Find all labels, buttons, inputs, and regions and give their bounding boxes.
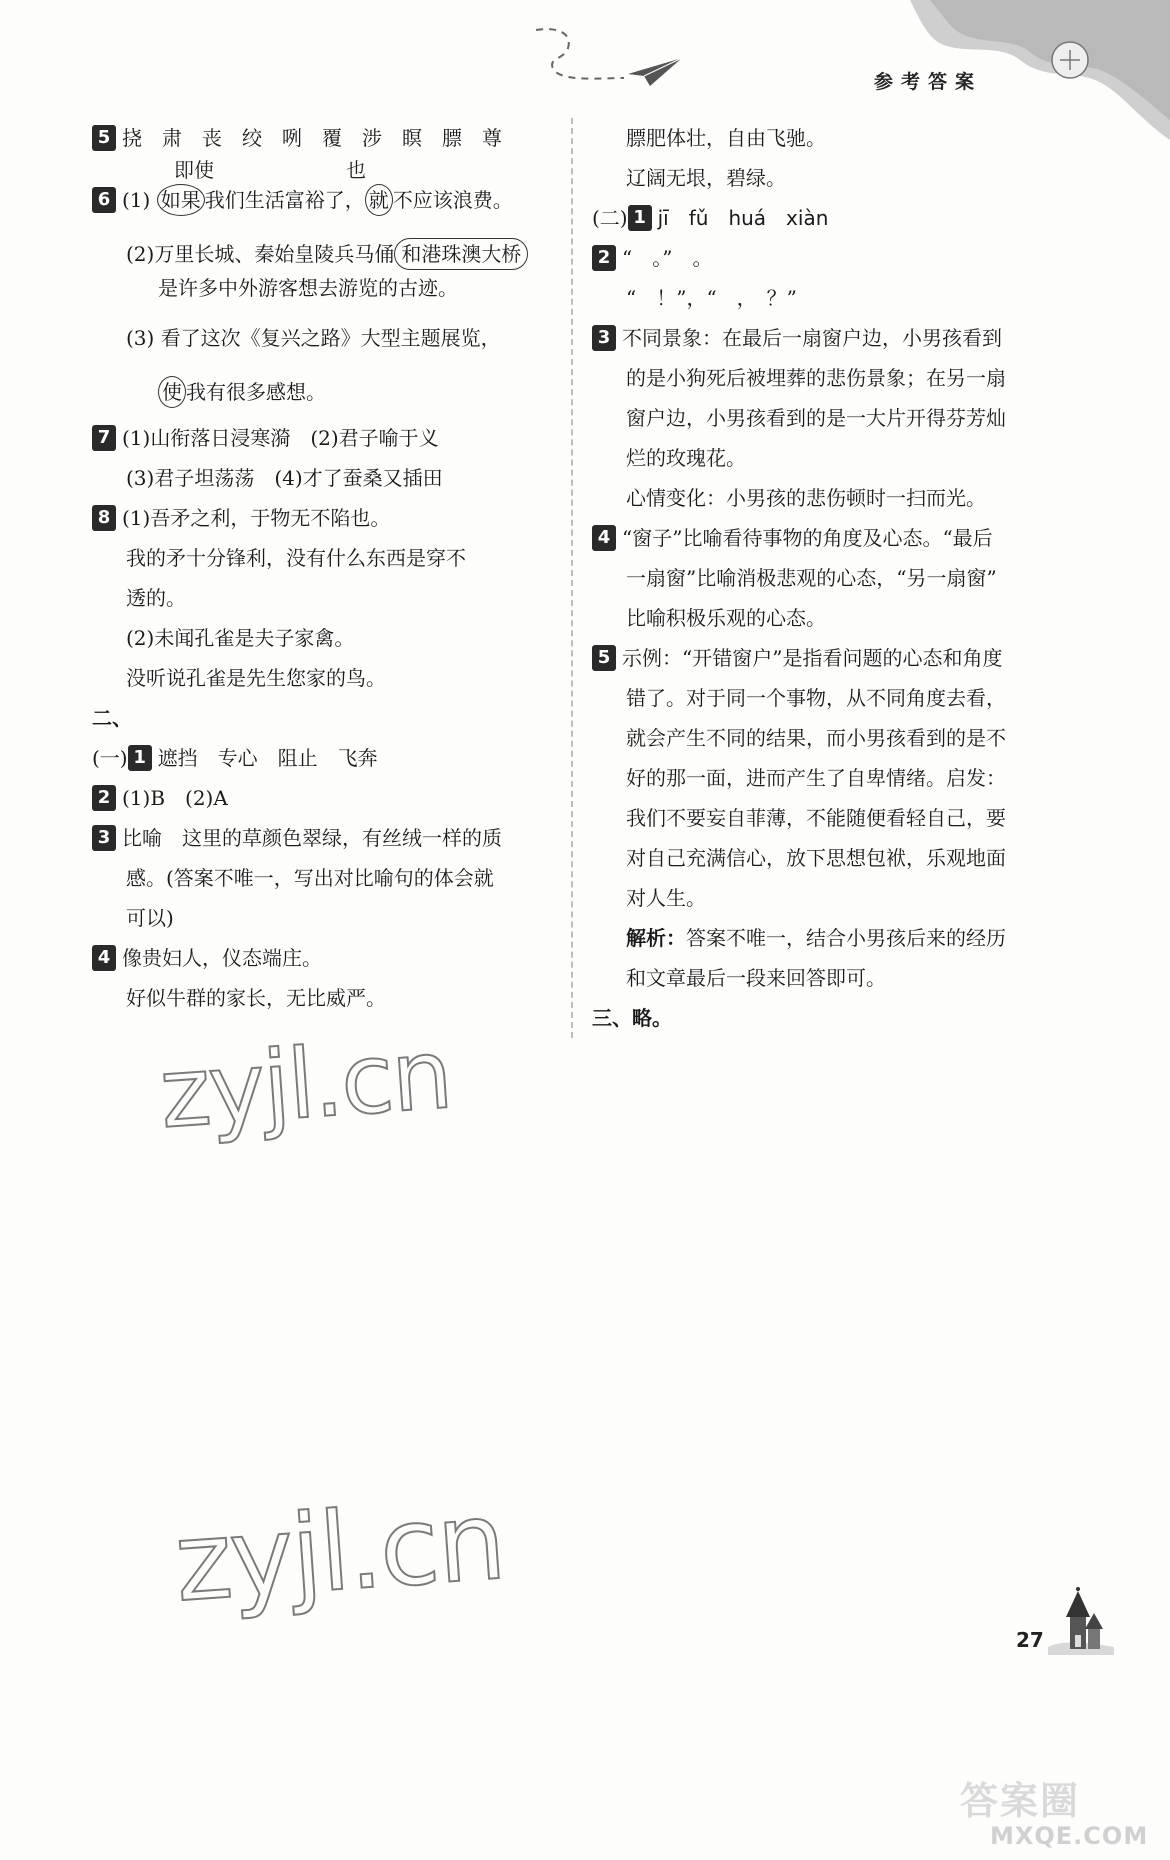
p2-3-row1	[592, 318, 1060, 358]
p2-3-row2: 的是小狗死后被埋葬的悲伤景象；在另一扇	[626, 366, 1006, 390]
r-c1: 膘肥体壮，自由飞驰。	[626, 126, 826, 150]
p2-2-number-badge: 2	[592, 245, 616, 271]
s3-row3: 可以)	[126, 906, 174, 930]
r-c2: 辽阔无垠，碧绿。	[626, 166, 786, 190]
s4-line1: 像贵妇人，仪态端庄。	[122, 946, 322, 970]
s3-number-badge: 3	[92, 825, 116, 851]
p2-2-row1	[592, 238, 1060, 278]
analysis-label: 解析：	[626, 926, 686, 950]
s1-number-badge: 1	[128, 745, 152, 771]
q6-number-badge: 6	[92, 187, 116, 213]
s3-line1: 比喻 这里的草颜色翠绿，有丝绒一样的质	[122, 826, 502, 850]
p2-5-row3: 就会产生不同的结果，而小男孩看到的是不	[626, 726, 1006, 750]
p2-5-line1: 示例：“开错窗户”是指看问题的心态和角度	[622, 646, 1003, 670]
q6-part1-mid: 我们生活富裕了，	[204, 188, 365, 212]
s4-row2: 好似牛群的家长，无比威严。	[126, 986, 386, 1010]
p2-4-row1	[592, 518, 1060, 558]
p2-4-line1: “窗子”比喻看待事物的角度及心态。“最后	[622, 526, 993, 550]
column-divider	[571, 118, 573, 1038]
p2-5-row5: 我们不要妄自菲薄，不能随便看轻自己，要	[626, 806, 1006, 830]
p2-3-row5: 心情变化：小男孩的悲伤顿时一扫而光。	[626, 486, 986, 510]
s4-number-badge: 4	[92, 945, 116, 971]
p2-5-row8	[592, 918, 1060, 958]
q8-row1	[92, 498, 554, 538]
p2-1-row	[592, 198, 1060, 238]
q7-line1: (1)山衔落日浸寒漪 (2)君子喻于义	[122, 426, 439, 450]
header-label: 参考答案	[874, 71, 983, 93]
q6-part2-text: (2)万里长城、秦始皇陵兵马俑	[126, 242, 395, 266]
watermark-2: zyjl.cn	[171, 1478, 508, 1627]
q5-row	[92, 118, 554, 158]
s1-text: 遮挡 专心 阻止 飞奔	[157, 746, 378, 770]
s1-row	[92, 738, 554, 778]
p2-3-line1: 不同景象：在最后一扇窗户边，小男孩看到	[622, 326, 1002, 350]
left-column	[92, 118, 554, 1018]
q6-row3: (3) 看了这次《复兴之路》大型主题展览，	[126, 326, 501, 350]
p2-1-prefix: (二)	[592, 206, 628, 230]
p2-4-row3: 比喻积极乐观的心态。	[626, 606, 826, 630]
p2-4-number-badge: 4	[592, 525, 616, 551]
p2-5-row2: 错了。对于同一个事物，从不同角度去看，	[626, 686, 1006, 710]
s2-text: (1)B (2)A	[122, 786, 228, 810]
q6-part1-label: (1)	[122, 188, 151, 212]
page-number: 27	[1016, 1628, 1044, 1652]
p2-5-row4: 好的那一面，进而产生了自卑情绪。启发：	[626, 766, 1006, 790]
q8-row2: 我的矛十分锋利，没有什么东西是穿不	[126, 546, 466, 570]
q6-part1-end: 不应该浪费。	[392, 188, 513, 212]
p2-5-row6: 对自己充满信心，放下思想包袱，乐观地面	[626, 846, 1006, 870]
s2-number-badge: 2	[92, 785, 116, 811]
s3-row2: 感。(答案不唯一，写出对比喻句的体会就	[126, 866, 494, 890]
q6-circled-word-1: 如果	[157, 184, 205, 216]
p2-5-number-badge: 5	[592, 645, 616, 671]
q5-text: 挠 肃 丧 绞 咧 覆 涉 瞑 膘 尊	[122, 126, 502, 150]
q6-row1	[92, 158, 554, 220]
p2-3-number-badge: 3	[592, 325, 616, 351]
q6-row4	[92, 372, 554, 412]
q8-line1: (1)吾矛之利，于物无不陷也。	[122, 506, 391, 530]
q7-number-badge: 7	[92, 425, 116, 451]
q6-circled-phrase: 和港珠澳大桥	[394, 238, 528, 270]
q7-row1	[92, 418, 554, 458]
q6-row2b: 是许多中外游客想去游览的古迹。	[158, 276, 458, 300]
q8-row3: 透的。	[126, 586, 186, 610]
q6-annotation-1: 即使	[174, 158, 214, 182]
s2-row	[92, 778, 554, 818]
castle-icon	[1040, 1585, 1120, 1661]
p2-5-row9: 和文章最后一段来回答即可。	[626, 966, 886, 990]
p2-1-pinyin: jī fǔ huá xiàn	[657, 206, 829, 230]
p2-4-row2: 一扇窗”比喻消极悲观的心态，“另一扇窗”	[626, 566, 997, 590]
s4-row1	[92, 938, 554, 978]
s1-prefix: (一)	[92, 746, 128, 770]
p2-2-row2: “ ！”，“ ， ？”	[626, 286, 797, 310]
p2-1-number-badge: 1	[628, 205, 652, 231]
section-2-heading: 二、	[92, 706, 132, 730]
watermark-1: zyjl.cn	[156, 1017, 455, 1151]
corner-watermark-url: MXQE.COM	[990, 1822, 1149, 1850]
right-column	[592, 118, 1060, 1038]
q5-number-badge: 5	[92, 125, 116, 151]
paper-plane-icon	[532, 22, 692, 94]
q6-part3-end: 我有很多感想。	[186, 380, 326, 404]
q8-number-badge: 8	[92, 505, 116, 531]
p2-3-row3: 窗户边，小男孩看到的是一大片开得芬芳灿	[626, 406, 1006, 430]
section-3-heading: 三、略。	[592, 1006, 672, 1030]
q6-circled-word-3: 使	[158, 376, 186, 408]
p2-5-row7: 对人生。	[626, 886, 706, 910]
q6-circled-word-2: 就	[365, 184, 393, 216]
corner-watermark-logo: 答案圈	[960, 1779, 1081, 1823]
p2-5-line8: 答案不唯一，结合小男孩后来的经历	[686, 926, 1006, 950]
p2-3-row4: 烂的玫瑰花。	[626, 446, 746, 470]
q8-row5: 没听说孔雀是先生您家的鸟。	[126, 666, 386, 690]
q8-row4: (2)未闻孔雀是夫子家禽。	[126, 626, 355, 650]
p2-5-row1	[592, 638, 1060, 678]
s3-row1	[92, 818, 554, 858]
p2-2-line1: “ 。” 。	[622, 246, 713, 270]
q6-annotation-2: 也	[346, 158, 366, 182]
q7-row2: (3)君子坦荡荡 (4)才了蚕桑又插田	[126, 466, 443, 490]
